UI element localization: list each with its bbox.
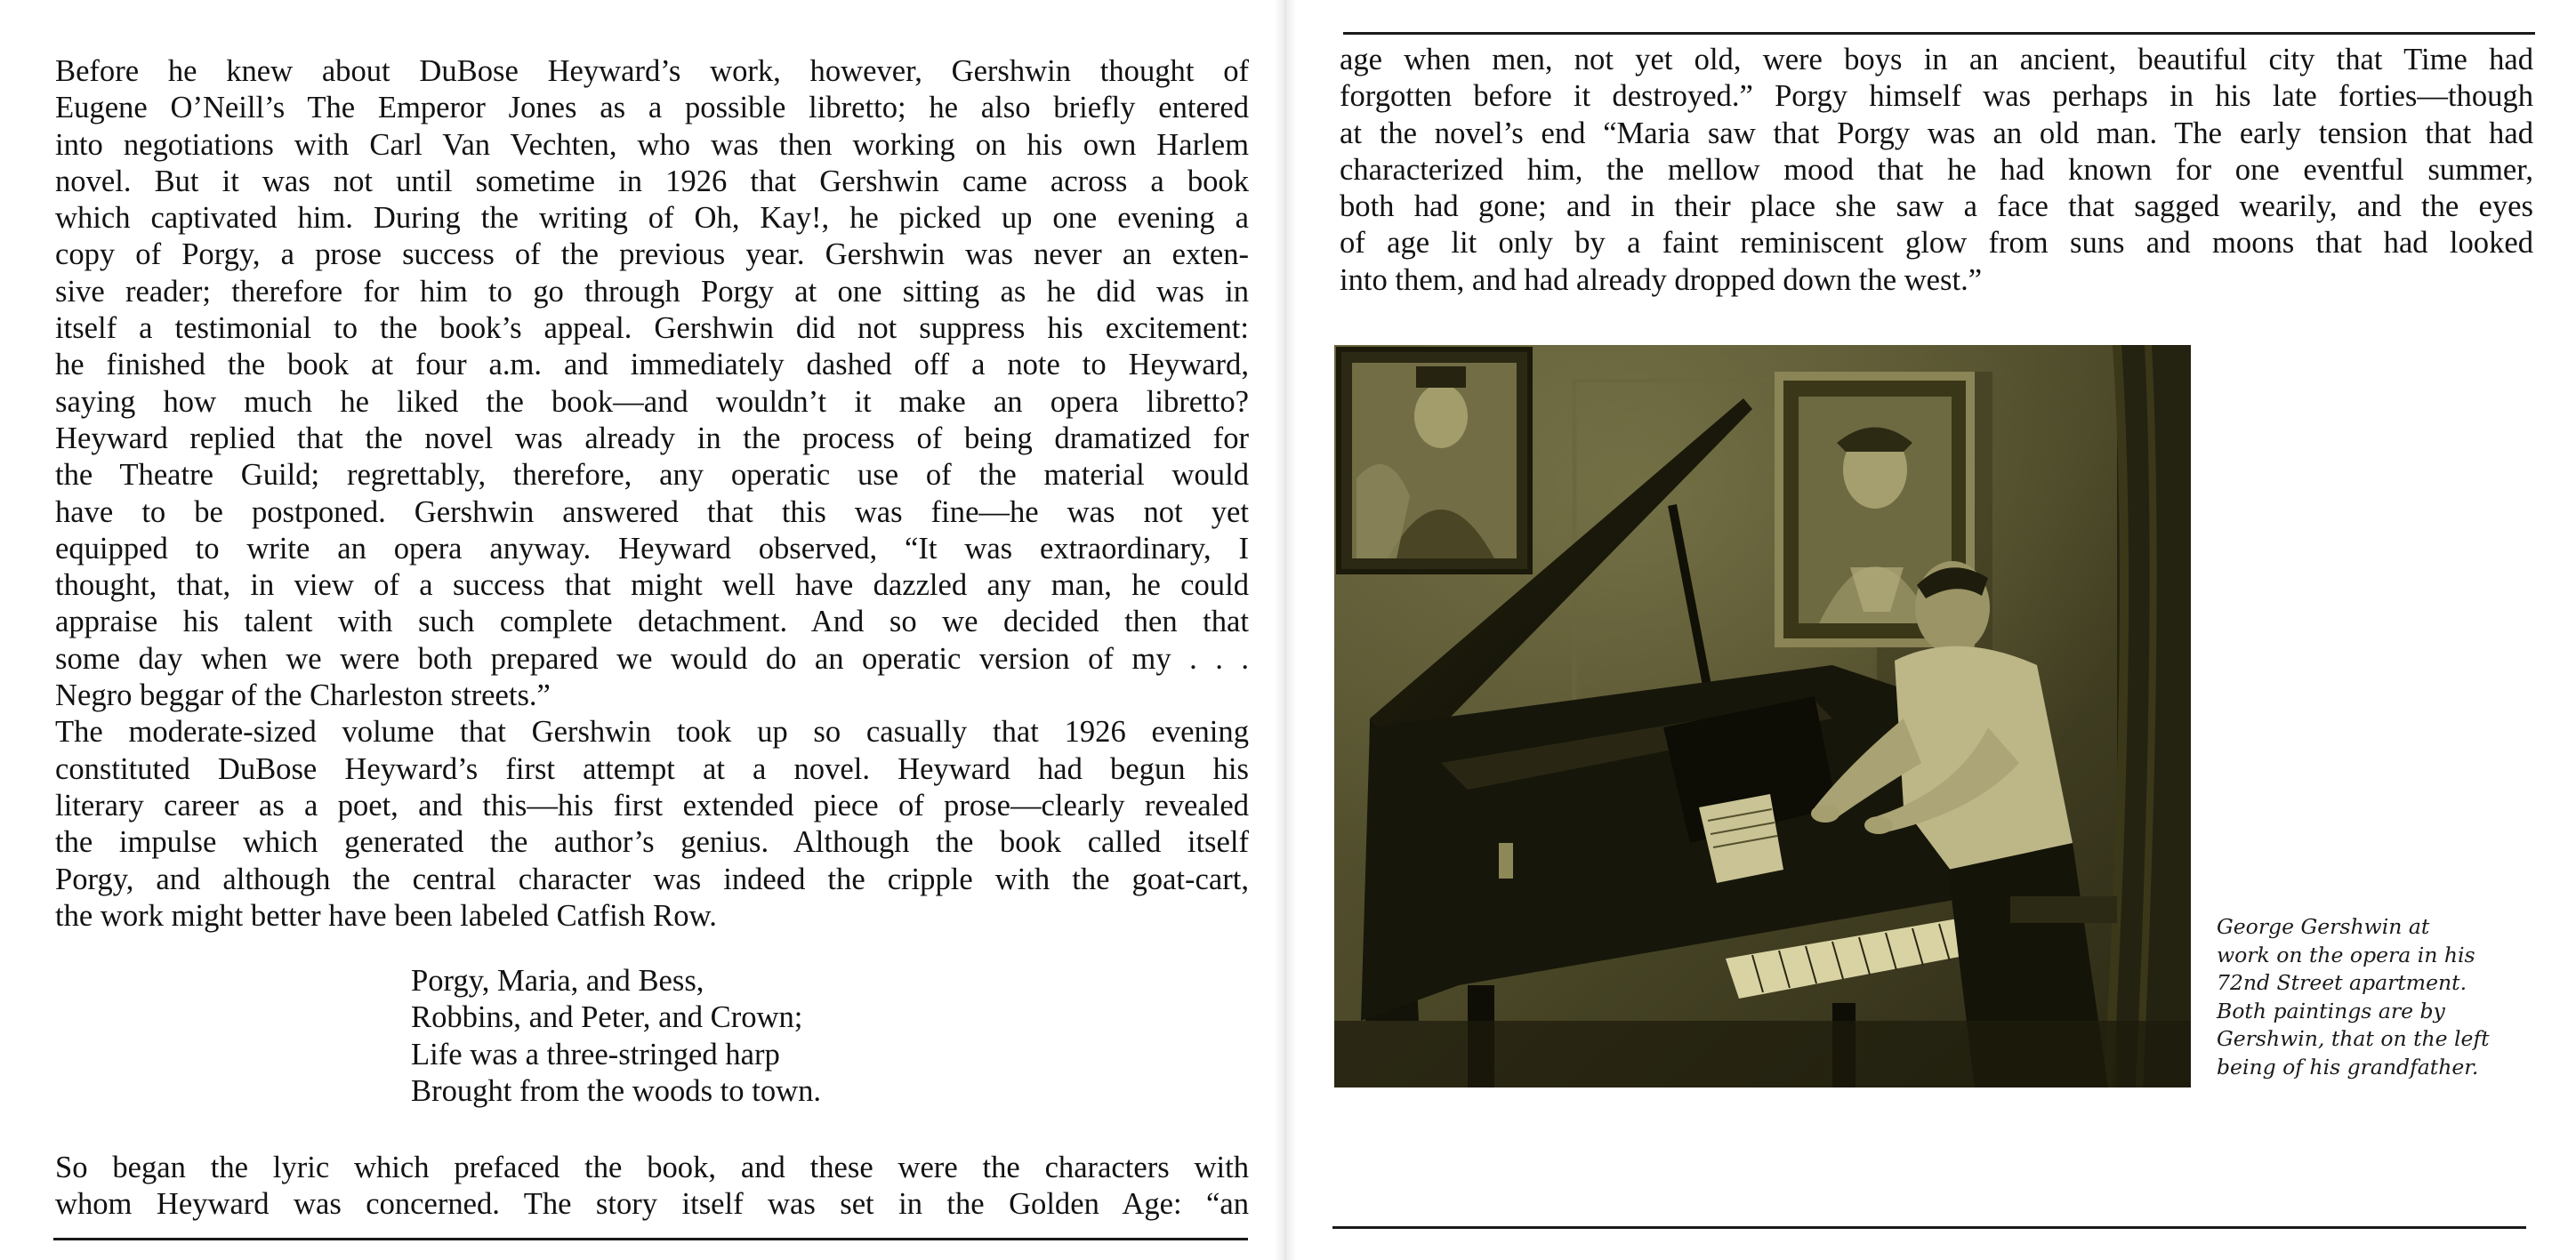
text-line: some day when we were both prepared we would do an operatic version of my . . . — [55, 641, 1249, 676]
text-line: of age lit only by a faint reminiscent glow from suns and moons that had looked — [1340, 226, 2533, 261]
paragraph-3 — [55, 1150, 1249, 1224]
caption-line: Both paintings are by — [2217, 998, 2445, 1023]
text-line: itself a testimonial to the book’s appeal. Gershwin did not suppress his excitement: — [55, 311, 1249, 346]
caption-line: work on the opera in his — [2217, 942, 2475, 967]
text-line: constituted DuBose Heyward’s first attempt at a novel. Heyward had begun his — [55, 751, 1249, 786]
text-line: at the novel’s end “Maria saw that Porgy was an old man. The early tension that had — [1340, 116, 2533, 150]
caption-line: 72nd Street apartment. — [2217, 970, 2467, 995]
left-page-body — [55, 53, 1249, 935]
poem-line: Robbins, and Peter, and Crown; — [411, 1000, 803, 1035]
text-line: Negro beggar of the Charleston streets.” — [55, 678, 551, 713]
photo-caption — [2217, 913, 2537, 1081]
bottom-rule — [53, 1238, 1248, 1240]
book-gutter — [1275, 0, 1296, 1260]
text-line: sive reader; therefore for him to go through Porgy at one sitting as he did was in — [55, 274, 1249, 309]
text-line: saying how much he liked the book—and wouldn’t it make an opera libretto? — [55, 384, 1249, 419]
text-line: into negotiations with Carl Van Vechten, who was then working on his own Harlem — [55, 127, 1249, 162]
poem-excerpt — [411, 963, 821, 1110]
text-line: Porgy, and although the central character was indeed the cripple with the goat-cart, — [55, 862, 1249, 896]
text-line: literary career as a poet, and this—his first extended piece of prose—clearly revealed — [55, 788, 1249, 823]
text-line: both had gone; and in their place she saw a face that sagged wearily, and the eyes — [1340, 189, 2533, 224]
text-line: whom Heyward was concerned. The story itself was set in the Golden Age: “an — [55, 1187, 1249, 1222]
paragraph-continued — [1340, 42, 2533, 299]
text-line: he finished the book at four a.m. and immediately dashed off a note to Heyward, — [55, 348, 1249, 382]
photo-illustration — [1334, 345, 2191, 1087]
text-line: have to be postponed. Gershwin answered that this was fine—he was not yet — [55, 494, 1249, 529]
text-line: age when men, not yet old, were boys in an ancient, beautiful city that Time had — [1340, 43, 2533, 76]
text-line: Before he knew about DuBose Heyward’s work, however, Gershwin thought of — [55, 54, 1249, 88]
left-page-tail — [55, 1150, 1249, 1224]
paragraph-1 — [55, 53, 1249, 714]
poem-line: Porgy, Maria, and Bess, — [411, 964, 704, 998]
gershwin-at-piano-photo — [1334, 345, 2191, 1087]
text-line: novel. But it was not until sometime in 1926 that Gershwin came across a book — [55, 164, 1249, 198]
paragraph-2 — [55, 714, 1249, 935]
text-line: So began the lyric which prefaced the book, and these were the characters with — [55, 1151, 1249, 1184]
text-line: Heyward replied that the novel was already in the process of being dramatized for — [55, 421, 1249, 455]
caption-line: George Gershwin at — [2217, 914, 2430, 939]
caption-line: being of his grandfather. — [2217, 1054, 2479, 1079]
bottom-rule — [1332, 1226, 2526, 1229]
text-line: characterized him, the mellow mood that he had known for one eventful summer, — [1340, 152, 2533, 187]
text-line: appraise his talent with such complete detachment. And so we decided then that — [55, 605, 1249, 639]
text-line: into them, and had already dropped down the west.” — [1340, 262, 1983, 297]
text-line: The moderate-sized volume that Gershwin took up so casually that 1926 evening — [55, 715, 1249, 750]
poem-line: Brought from the woods to town. — [411, 1073, 822, 1108]
text-line: the Theatre Guild; regrettably, therefore, any operatic use of the material would — [55, 458, 1249, 493]
right-page-body — [1340, 42, 2533, 299]
text-line: the work might better have been labeled Catfish Row. — [55, 898, 717, 933]
text-line: equipped to write an opera anyway. Heyward observed, “It was extraordinary, I — [55, 531, 1249, 566]
text-line: the impulse which generated the author’s genius. Although the book called itself — [55, 825, 1249, 860]
caption-line: Gershwin, that on the left — [2217, 1026, 2490, 1051]
text-line: thought, that, in view of a success that might well have dazzled any man, he could — [55, 568, 1249, 603]
text-line: Eugene O’Neill’s The Emperor Jones as a possible libretto; he also briefly entered — [55, 91, 1249, 125]
top-rule — [1343, 32, 2535, 35]
text-line: copy of Porgy, a prose success of the previous year. Gershwin was never an exten- — [55, 237, 1249, 272]
poem-line: Life was a three-stringed harp — [411, 1037, 780, 1071]
text-line: forgotten before it destroyed.” Porgy himself was perhaps in his late forties—though — [1340, 79, 2533, 114]
text-line: which captivated him. During the writing of Oh, Kay!, he picked up one evening a — [55, 201, 1249, 236]
